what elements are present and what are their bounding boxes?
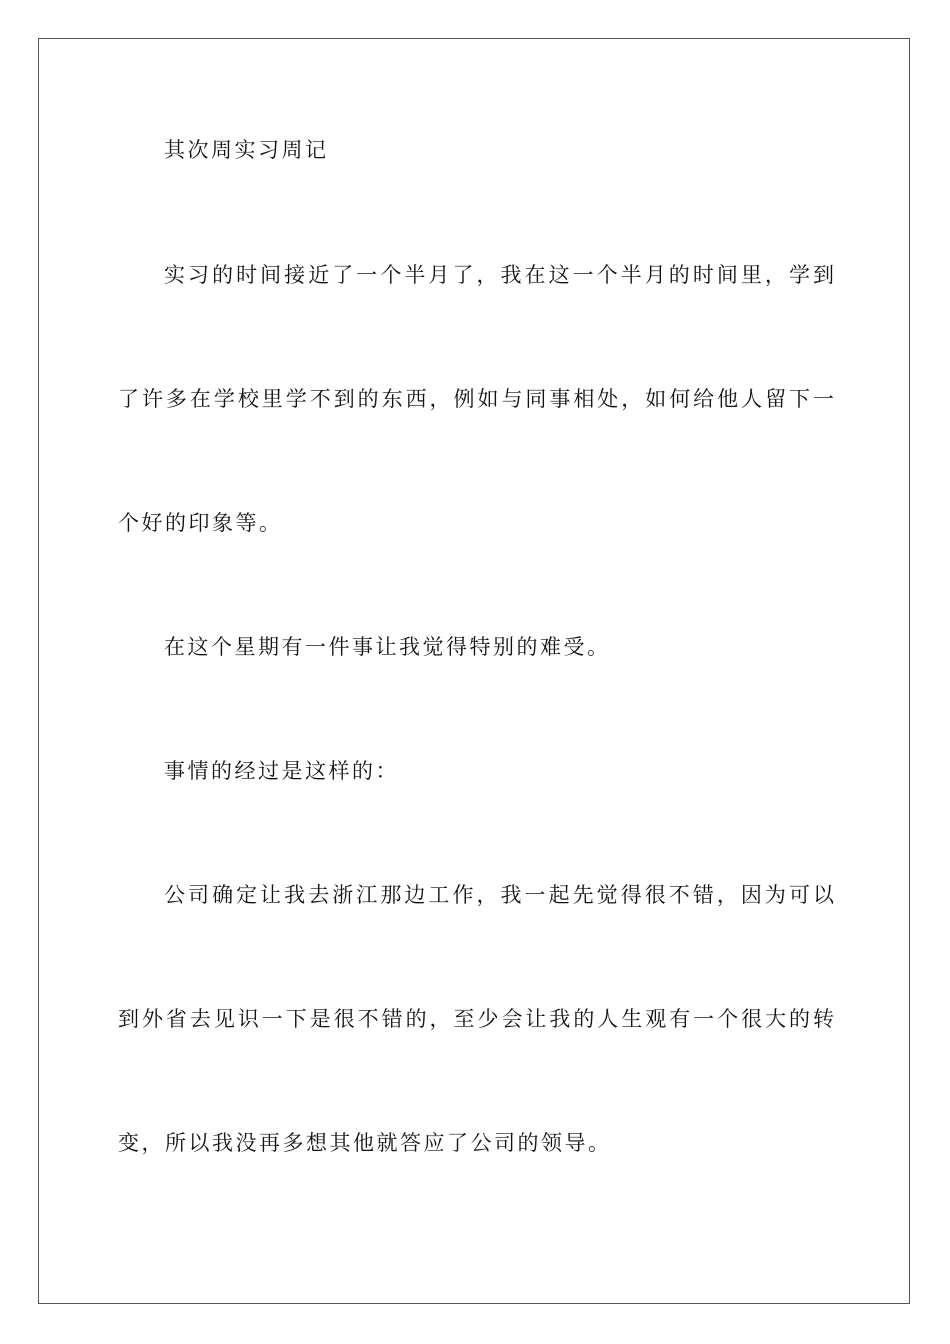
paragraph-2: 在这个星期有一件事让我觉得特别的难受。 (164, 635, 611, 659)
page-title: 其次周实习周记 (164, 138, 329, 162)
paragraph-1-line-3: 个好的印象等。 (118, 511, 283, 535)
paragraph-1-line-1: 实习的时间接近了一个半月了，我在这一个半月的时间里，学到 (164, 263, 834, 287)
paragraph-1-line-2: 了许多在学校里学不到的东西，例如与同事相处，如何给他人留下一 (118, 387, 834, 411)
paragraph-4-line-2: 到外省去见识一下是很不错的，至少会让我的人生观有一个很大的转 (118, 1007, 834, 1031)
paragraph-4-line-1: 公司确定让我去浙江那边工作，我一起先觉得很不错，因为可以 (164, 883, 834, 907)
page-border (38, 38, 910, 1304)
paragraph-3: 事情的经过是这样的： (164, 759, 399, 783)
paragraph-4-line-3: 变，所以我没再多想其他就答应了公司的领导。 (118, 1131, 612, 1155)
